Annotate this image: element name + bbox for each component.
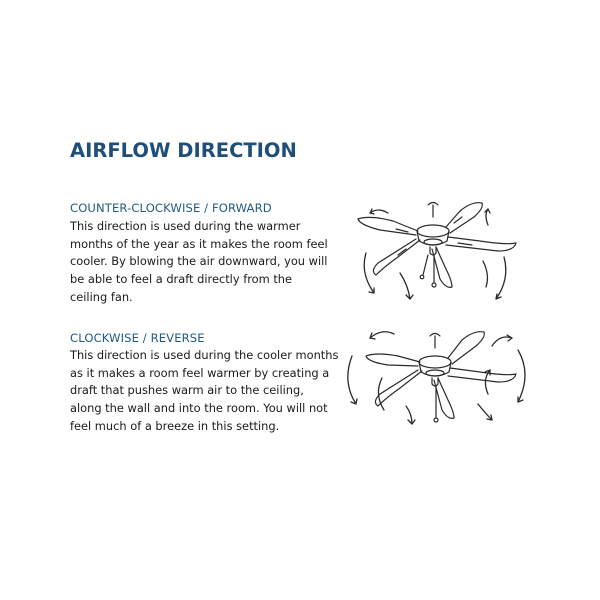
body-line: draft that pushes warm air to the ceiling, [70,383,304,398]
page-title: AIRFLOW DIRECTION [70,139,297,162]
ceiling-fan-icon [348,195,528,310]
body-line: along the wall and into the room. You will not [70,401,328,416]
body-line: ceiling fan. [70,289,133,304]
body-line: feel much of a breeze in this setting. [70,418,280,433]
body-line: as it makes a room feel warmer by creating a [70,365,330,380]
section-body-reverse [70,347,360,436]
body-line: be able to feel a draft directly from the [70,272,293,287]
section-body-forward [70,218,360,307]
body-line: months of the year as it makes the room feel [70,236,328,251]
ceiling-fan-reverse-illustration [340,320,530,440]
ceiling-fan-icon [340,320,530,440]
section-heading-forward: COUNTER-CLOCKWISE / FORWARD [70,201,272,215]
section-heading-reverse: CLOCKWISE / REVERSE [70,331,205,345]
body-line: This direction is used during the cooler months [70,348,339,362]
ceiling-fan-forward-illustration [348,195,528,310]
body-line: cooler. By blowing the air downward, you will [70,254,328,269]
body-line: This direction is used during the warmer [70,219,301,233]
